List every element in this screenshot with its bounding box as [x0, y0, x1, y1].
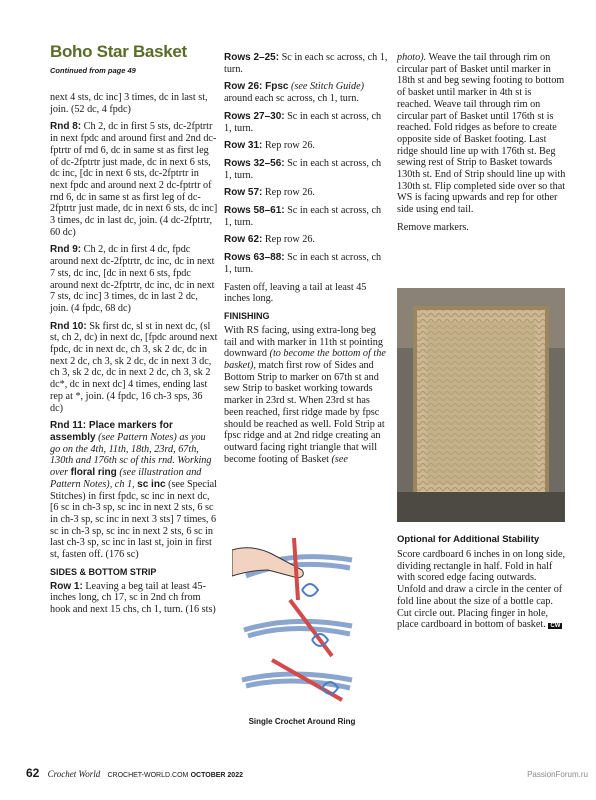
stability-section — [397, 530, 567, 639]
paragraph-stability: Score cardboard 6 inches in on long side, dividing rectangle in half. Fold in half with scored edge facing outwards. Unfold and draw a circle in the center of fold line about the size of a bottle cap. Cut circle out. Placing finger in hole, place cardboard in bottom of basket. CW — [397, 549, 566, 631]
article-title: Boho Star Basket — [50, 42, 187, 61]
magazine-site: CROCHET-WORLD.COM — [107, 772, 189, 779]
paragraph-rnd-9: Rnd 9: Ch 2, dc in first 4 dc, fpdc around next dc-2fptrtr, dc inc, dc in next 7 sts, dc inc, [dc in next 6 sts, fpdc around next dc-2fptrtr, dc inc, dc in next 7 sts, dc inc] 3 times, dc in last 2 dc, join. (4 fpdc, 68 dc) — [50, 244, 215, 314]
paragraph-rnd-11: Rnd 11: Place markers for assembly (see Pattern Notes) as you go on the 4th, 11th, 18th, 23rd, 67th, 130th and 176th sc of this rnd. Working over floral ring (see illustration and Pattern Notes), ch 1, sc inc (see Special Stitches) in first fpdc, sc inc in next dc, [6 sc in ch-3 sp, sc inc in next 2 sts, 6 sc in ch-3 sp, sc inc in next 3 sts] 7 times, 6 sc in ch-3 sp, sc inc in next 2 sts, 6 sc in last ch-3 sp, sc inc in last st, join in first st, fasten off. (176 sc) — [50, 420, 217, 561]
magazine-name: Crochet World — [47, 769, 101, 779]
page-number: 62 — [26, 766, 40, 780]
paragraph-finishing-cont: photo). Weave the tail through rim on circular part of Basket until marker in 18th st and beg sewing footing to bottom of basket until marker in 4th st is reached. Weave tail through rim on circular part of Basket until 176th st is reached. Fold ridges as before to create opposite side of Basket footing. Last ridge should line up with 176th st. Beg sewing rest of Strip to Basket towards 130th st. End of Strip should line up with 130th st. Flip completed side over so that WS is facing upwards and rep for other side using end tail. — [397, 52, 566, 216]
stability-heading: Optional for Additional Stability — [397, 534, 540, 545]
paragraph-row-26: Row 26: Fpsc (see Stitch Guide) around each sc across, ch 1, turn. — [224, 81, 364, 105]
column-3 — [397, 52, 567, 240]
section-heading: SIDES & BOTTOM STRIP — [50, 566, 157, 577]
paragraph-rnd-10: Rnd 10: Sk first dc, sl st in next dc, (sl st, ch 2, dc) in next dc, [fpdc around next fpdc, dc in next dc, ch 3, sk 2 dc, dc in next 2 dc, ch 3, sk 2 dc, dc in next 3 dc, ch 3, sk 2 dc, dc in next 2 dc, ch 3, sk 2 dc*, dc in next dc] 4 times, ending last rep at *, join. (4 fpdc, 16 ch-3 sps, 36 dc) — [50, 320, 218, 414]
paragraph-fasten-off: Fasten off, leaving a tail at least 45 inches long. — [224, 281, 367, 305]
watermark: PassionForum.ru — [527, 770, 588, 779]
section-heading: FINISHING — [224, 310, 270, 321]
paragraph-rows-32-56: Rows 32–56: Sc in each st across, ch 1, turn. — [224, 157, 382, 181]
paragraph-rows-27-30: Rows 27–30: Sc in each st across, ch 1, turn. — [224, 110, 382, 134]
page-footer — [26, 766, 243, 780]
crochet-illustration-icon — [232, 530, 372, 712]
paragraph-row-57: Row 57: Rep row 26. — [224, 187, 315, 199]
paragraph-rows-63-88: Rows 63–88: Sc in each st across, ch 1, turn. — [224, 252, 382, 275]
illustration-single-crochet-ring — [232, 530, 372, 725]
end-mark-icon: CW — [550, 623, 561, 630]
paragraph-finishing: With RS facing, using extra-long beg tail and with marker in 11th st pointing downward (to become the bottom of the basket), match first row of Sides and Bottom Strip to marker on 67th st and sew Strip to basket working towards marker in 23rd st. When 23rd st has been reached, first ridge made by fpsc should be reached as well. Fold Strip at fpsc ridge and at 2nd ridge creating an outward facing right triangle that will become footing of Basket (see — [224, 324, 386, 465]
basket-photo — [397, 288, 565, 522]
paragraph-row-1: Row 1: Leaving a beg tail at least 45-inches long, ch 17, sc in 2nd ch from hook and next 15 chs, ch 1, turn. (16 sts) — [50, 580, 216, 616]
column-2 — [224, 52, 390, 471]
paragraph-rnd-8: Rnd 8: Ch 2, dc in first 5 sts, dc-2fptrtr in next fpdc and around first and 2nd dc-fptrtr of rnd 6, dc in same st as first leg of dc-2fptrtr just made, dc in next 6 sts, dc inc, [dc in next 6 sts, dc-2fptrtr in next fpdc and around next 2 dc-fptrtr of rnd 6, dc in same st as first leg of dc-2fptrtr just made, dc in next 6 sts, dc inc] 3 times, dc in last dc, join. (4 dc-2fptrtr, 60 dc) — [50, 121, 218, 238]
paragraph-row-31: Row 31: Rep row 26. — [224, 140, 315, 152]
paragraph-remove-markers: Remove markers. — [397, 221, 469, 233]
basket-photo-image — [397, 288, 565, 522]
continued-note: Continued from page 49 — [50, 66, 136, 75]
column-1 — [50, 92, 218, 622]
issue-date: OCTOBER 2022 — [190, 772, 243, 779]
paragraph-rows-2-25: Rows 2–25: Sc in each sc across, ch 1, turn. — [224, 52, 388, 75]
illustration-caption: Single Crochet Around Ring — [248, 717, 356, 726]
paragraph: next 4 sts, dc inc] 3 times, dc in last st, join. (52 dc, 4 fpdc) — [50, 92, 208, 115]
paragraph-rows-58-61: Rows 58–61: Sc in each st across, ch 1, turn. — [224, 205, 382, 228]
paragraph-row-62: Row 62: Rep row 26. — [224, 234, 315, 246]
